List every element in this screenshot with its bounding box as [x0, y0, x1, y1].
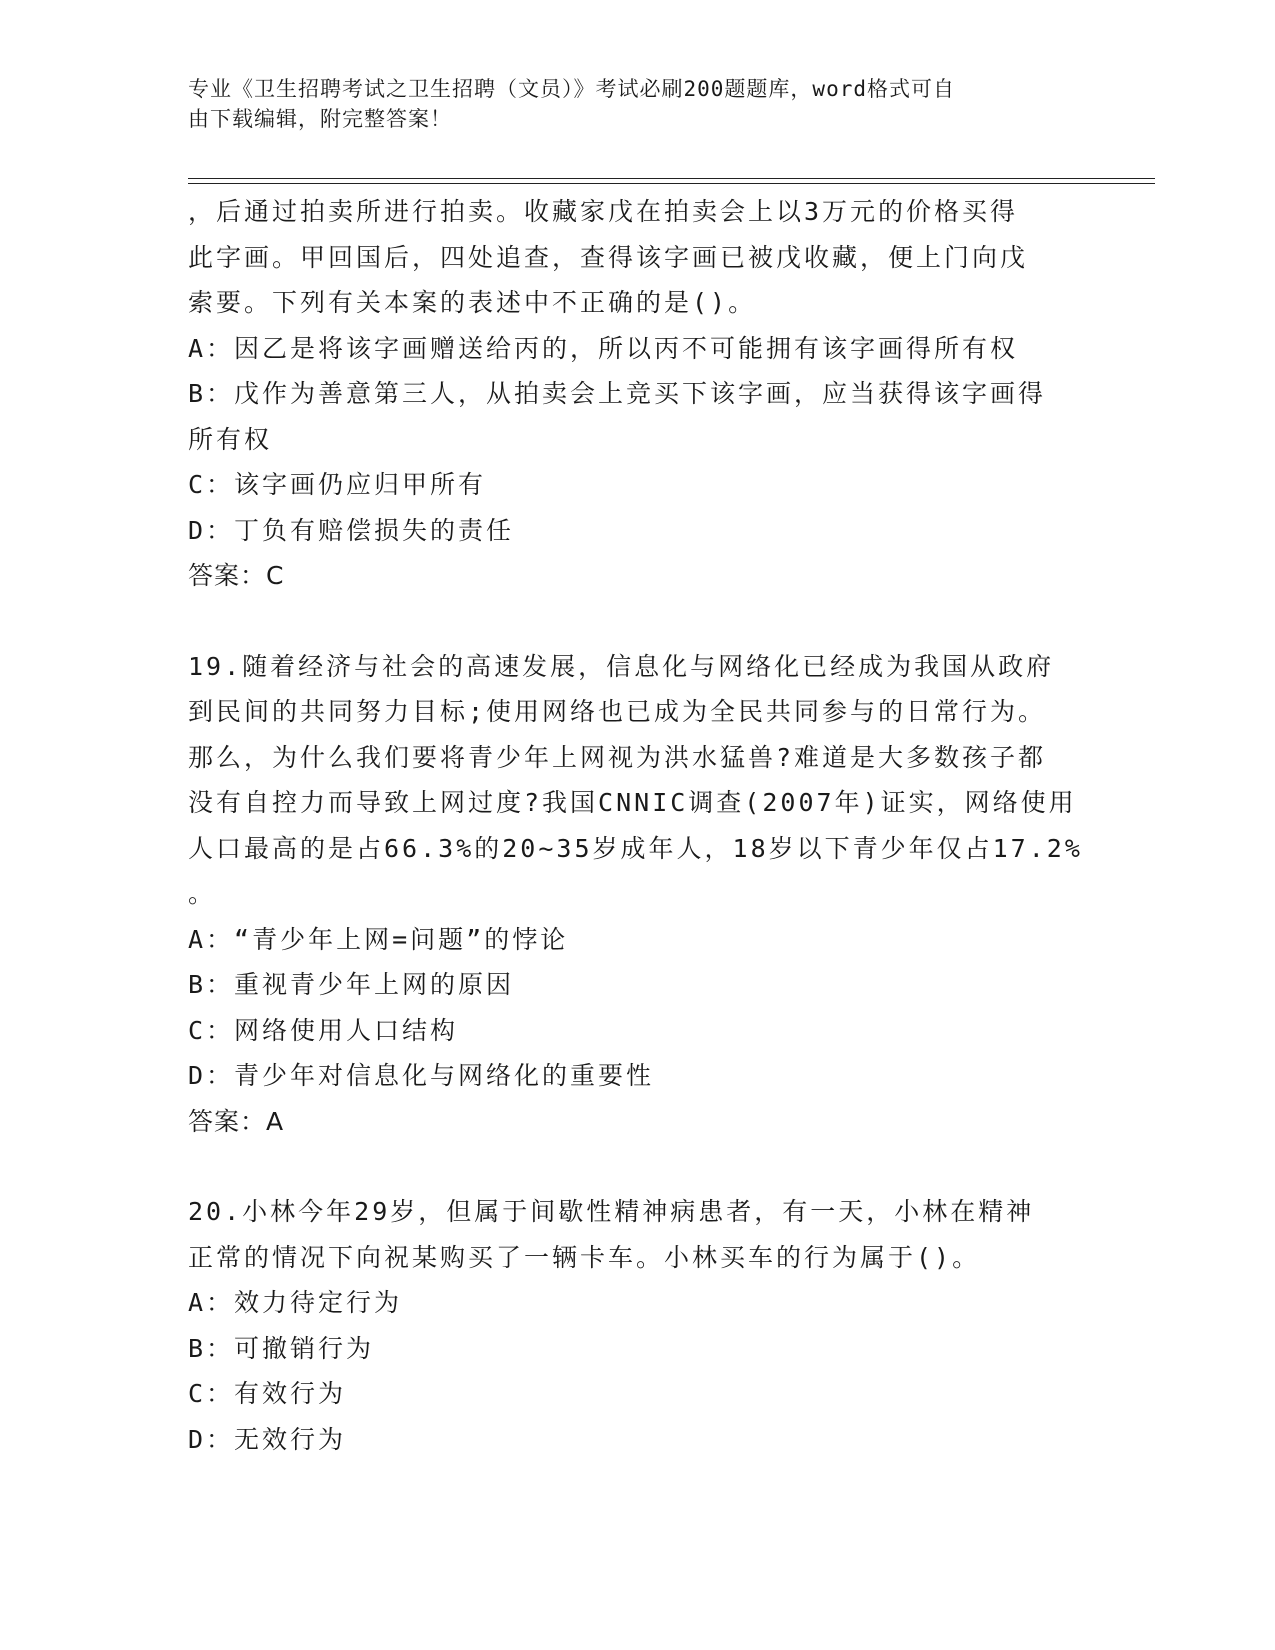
question-stem-line: 索要。下列有关本案的表述中不正确的是()。 — [188, 288, 757, 317]
option-a: A：“青少年上网=问题”的悖论 — [188, 924, 569, 954]
question-stem-line: 到民间的共同努力目标;使用网络也已成为全民共同参与的日常行为。 — [188, 697, 1047, 726]
header-line-1: 专业《卫生招聘考试之卫生招聘（文员）》考试必刷200题题库，word格式可自 — [188, 77, 955, 101]
answer-label: 答案：A — [188, 1106, 285, 1136]
question-stem-line: 。 — [188, 879, 217, 908]
document-body — [188, 189, 1088, 1462]
question-stem-line: 19.随着经济与社会的高速发展，信息化与网络化已经成为我国从政府 — [188, 651, 1055, 681]
question-stem-line: 正常的情况下向祝某购买了一辆卡车。小林买车的行为属于()。 — [188, 1242, 981, 1272]
option-d: D：青少年对信息化与网络化的重要性 — [188, 1061, 655, 1090]
option-a: A：因乙是将该字画赠送给丙的，所以丙不可能拥有该字画得所有权 — [188, 333, 1019, 363]
option-c: C：有效行为 — [188, 1379, 347, 1408]
question-18 — [188, 189, 1088, 599]
option-a: A：效力待定行为 — [188, 1288, 403, 1317]
question-stem-line: 没有自控力而导致上网过度?我国CNNIC调查(2007年)证实，网络使用 — [188, 788, 1077, 817]
option-b: B：戊作为善意第三人，从拍卖会上竞买下该字画，应当获得该字画得 — [188, 379, 1047, 408]
question-stem-line: 20.小林今年29岁，但属于间歇性精神病患者，有一天，小林在精神 — [188, 1197, 1035, 1226]
option-b-continued: 所有权 — [188, 424, 273, 454]
header-line-2: 由下载编辑，附完整答案！ — [188, 107, 452, 131]
option-c: C：网络使用人口结构 — [188, 1015, 459, 1045]
option-c: C：该字画仍应归甲所有 — [188, 470, 487, 499]
option-b: B：可撤销行为 — [188, 1333, 375, 1363]
question-20 — [188, 1189, 1088, 1462]
header-divider-top — [188, 178, 1155, 179]
question-19 — [188, 644, 1088, 1145]
question-stem-line: 那么，为什么我们要将青少年上网视为洪水猛兽?难道是大多数孩子都 — [188, 742, 1047, 772]
option-b: B：重视青少年上网的原因 — [188, 970, 515, 999]
question-spacer — [188, 1144, 1088, 1189]
document-header — [188, 74, 1068, 134]
option-d: D：丁负有赔偿损失的责任 — [188, 515, 515, 545]
question-stem-line: ，后通过拍卖所进行拍卖。收藏家戊在拍卖会上以3万元的价格买得 — [188, 197, 1019, 226]
header-divider-bottom — [188, 183, 1155, 184]
answer-label: 答案：C — [188, 561, 285, 590]
question-stem-line: 人口最高的是占66.3%的20~35岁成年人，18岁以下青少年仅占17.2% — [188, 833, 1083, 863]
question-spacer — [188, 599, 1088, 644]
option-d: D：无效行为 — [188, 1424, 347, 1454]
question-stem-line: 此字画。甲回国后，四处追查，查得该字画已被戊收藏，便上门向戊 — [188, 242, 1029, 272]
